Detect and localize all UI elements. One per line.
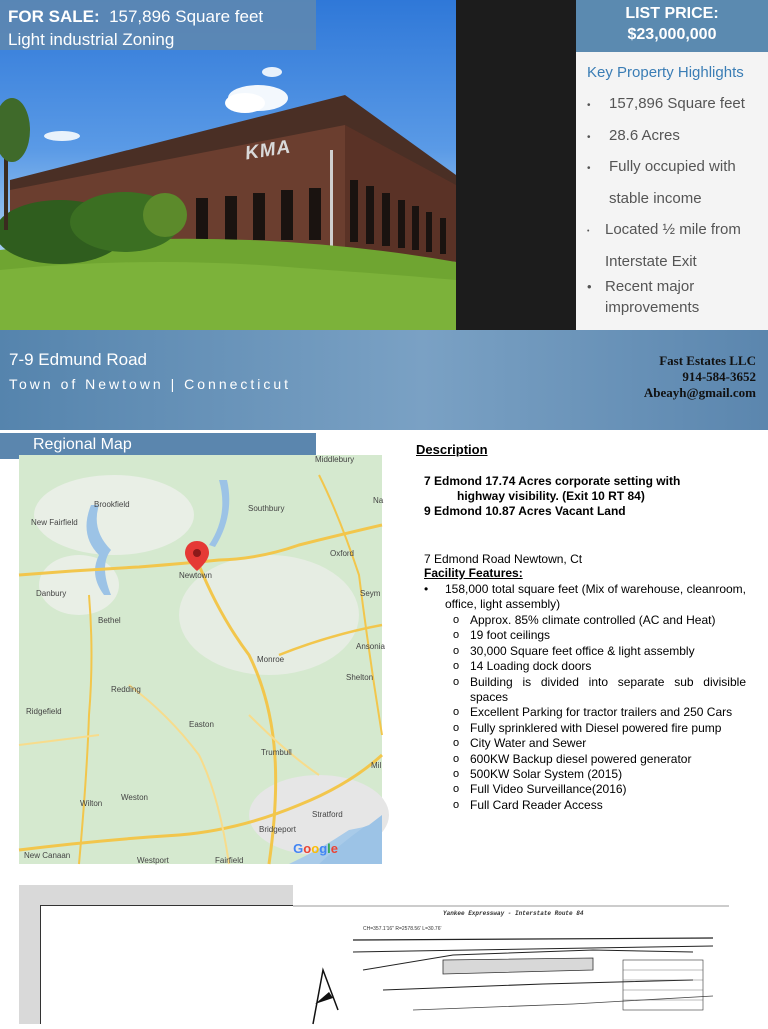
map-label: Bethel xyxy=(98,616,121,625)
highlight-item: Fully occupied with xyxy=(609,158,736,175)
parcel-line-1: 7 Edmond 17.74 Acres corporate setting with xyxy=(424,474,681,488)
map-label: Mil xyxy=(371,761,382,770)
map-label: Danbury xyxy=(36,589,67,598)
main-feature: • 158,000 total square feet (Mix of warehouse, cleanroom, office, light assembly) xyxy=(416,582,746,612)
town-state: Town of Newtown | Connecticut xyxy=(9,376,292,392)
highlights-title: Key Property Highlights xyxy=(587,64,744,81)
map-label: Middlebury xyxy=(315,455,355,464)
agent-contact xyxy=(644,353,756,401)
list-price-box xyxy=(576,0,768,52)
facility-features-heading: Facility Features: xyxy=(424,566,523,580)
sub-feature-item: o 19 foot ceilings xyxy=(470,628,746,643)
sub-feature-item: o City Water and Sewer xyxy=(470,736,746,751)
map-label: Westport xyxy=(137,856,169,865)
bullet-icon: • xyxy=(587,163,591,174)
highlight-item: Located ½ mile from xyxy=(605,221,741,238)
street-address: 7-9 Edmund Road xyxy=(9,350,147,369)
agent-phone: 914-584-3652 xyxy=(682,369,756,384)
site-plan-graphic xyxy=(293,900,729,1024)
bullet-icon: • xyxy=(587,228,590,235)
regional-map-title: Regional Map xyxy=(0,433,316,459)
map-label: New Canaan xyxy=(24,851,71,860)
map-label: Brookfield xyxy=(94,500,130,509)
map-graphic xyxy=(19,455,382,864)
highlight-item: Recent major xyxy=(605,278,695,295)
map-label: Bridgeport xyxy=(259,825,296,834)
agent-email[interactable]: Abeayh@gmail.com xyxy=(643,385,756,400)
bullet-icon: • xyxy=(587,279,592,294)
property-address-line: 7 Edmond Road Newtown, Ct xyxy=(424,552,583,566)
for-sale-banner xyxy=(0,0,316,50)
map-label: Southbury xyxy=(248,504,285,513)
site-plan-frame xyxy=(40,905,300,1024)
map-label: Stratford xyxy=(312,810,343,819)
highlight-item: Interstate Exit xyxy=(605,253,697,270)
bullet-icon: • xyxy=(587,132,591,143)
key-highlights-panel xyxy=(576,52,768,330)
sub-feature-item: o Full Card Reader Access xyxy=(470,798,746,813)
list-price-label: LIST PRICE: xyxy=(625,5,719,22)
zoning-text: Light industrial Zoning xyxy=(8,30,175,49)
map-label: Wilton xyxy=(80,799,103,808)
list-price-value: $23,000,000 xyxy=(627,26,717,43)
map-label: Redding xyxy=(111,685,141,694)
google-attribution: Google xyxy=(293,841,338,856)
map-label: Oxford xyxy=(330,549,355,558)
building-logo: KMA xyxy=(243,136,293,165)
map-label: Monroe xyxy=(257,655,285,664)
address-band xyxy=(0,330,768,430)
sub-feature-item: o Building is divided into separate sub divisible spaces xyxy=(470,675,746,706)
parcel-details xyxy=(416,474,746,519)
sub-feature-item: o 30,000 Square feet office & light assembly xyxy=(470,644,746,659)
dark-divider xyxy=(456,0,576,330)
map-label: Fairfield xyxy=(215,856,244,865)
square-feet-text: 157,896 Square feet xyxy=(109,7,264,26)
svg-text:CH=357.1'16" R=2578.56' L=30.7: CH=357.1'16" R=2578.56' L=30.76' xyxy=(363,926,442,932)
highlight-item: stable income xyxy=(609,190,702,207)
sub-feature-item: o 14 Loading dock doors xyxy=(470,659,746,674)
map-label: Ansonia xyxy=(356,642,385,651)
map-label: Newtown xyxy=(179,571,212,580)
regional-map[interactable] xyxy=(19,455,385,865)
map-label: Easton xyxy=(189,720,214,729)
map-label: Seym xyxy=(360,589,381,598)
highlight-item: improvements xyxy=(605,299,700,316)
site-plan-drawing xyxy=(293,900,729,1024)
map-label: Ridgefield xyxy=(26,707,62,716)
map-label: Weston xyxy=(121,793,148,802)
sub-feature-item: o 600KW Backup diesel powered generator xyxy=(470,752,746,767)
map-label: New Fairfield xyxy=(31,518,78,527)
map-label: Trumbull xyxy=(261,748,292,757)
bullet-icon: • xyxy=(587,100,591,111)
map-label: Na xyxy=(373,496,384,505)
parcel-line-1b: highway visibility. (Exit 10 RT 84) xyxy=(457,489,645,503)
for-sale-label: FOR SALE: xyxy=(8,7,100,26)
sub-feature-item: o Full Video Surveillance(2016) xyxy=(470,782,746,797)
site-plan-caption: Yankee Expressway - Interstate Route 84 xyxy=(443,910,584,917)
sub-feature-item: o 500KW Solar System (2015) xyxy=(470,767,746,782)
map-label: Shelton xyxy=(346,673,374,682)
agent-company: Fast Estates LLC xyxy=(659,353,756,368)
sub-feature-list xyxy=(416,613,746,813)
sub-feature-item: o Approx. 85% climate controlled (AC and Heat) xyxy=(470,613,746,628)
highlight-item: 28.6 Acres xyxy=(609,127,680,144)
description-section xyxy=(416,442,746,813)
sub-feature-item: o Excellent Parking for tractor trailers and 250 Cars xyxy=(470,705,746,720)
description-heading: Description xyxy=(416,442,488,457)
parcel-line-2: 9 Edmond 10.87 Acres Vacant Land xyxy=(424,504,626,518)
highlight-item: 157,896 Square feet xyxy=(609,95,745,112)
sub-feature-item: o Fully sprinklered with Diesel powered fire pump xyxy=(470,721,746,736)
